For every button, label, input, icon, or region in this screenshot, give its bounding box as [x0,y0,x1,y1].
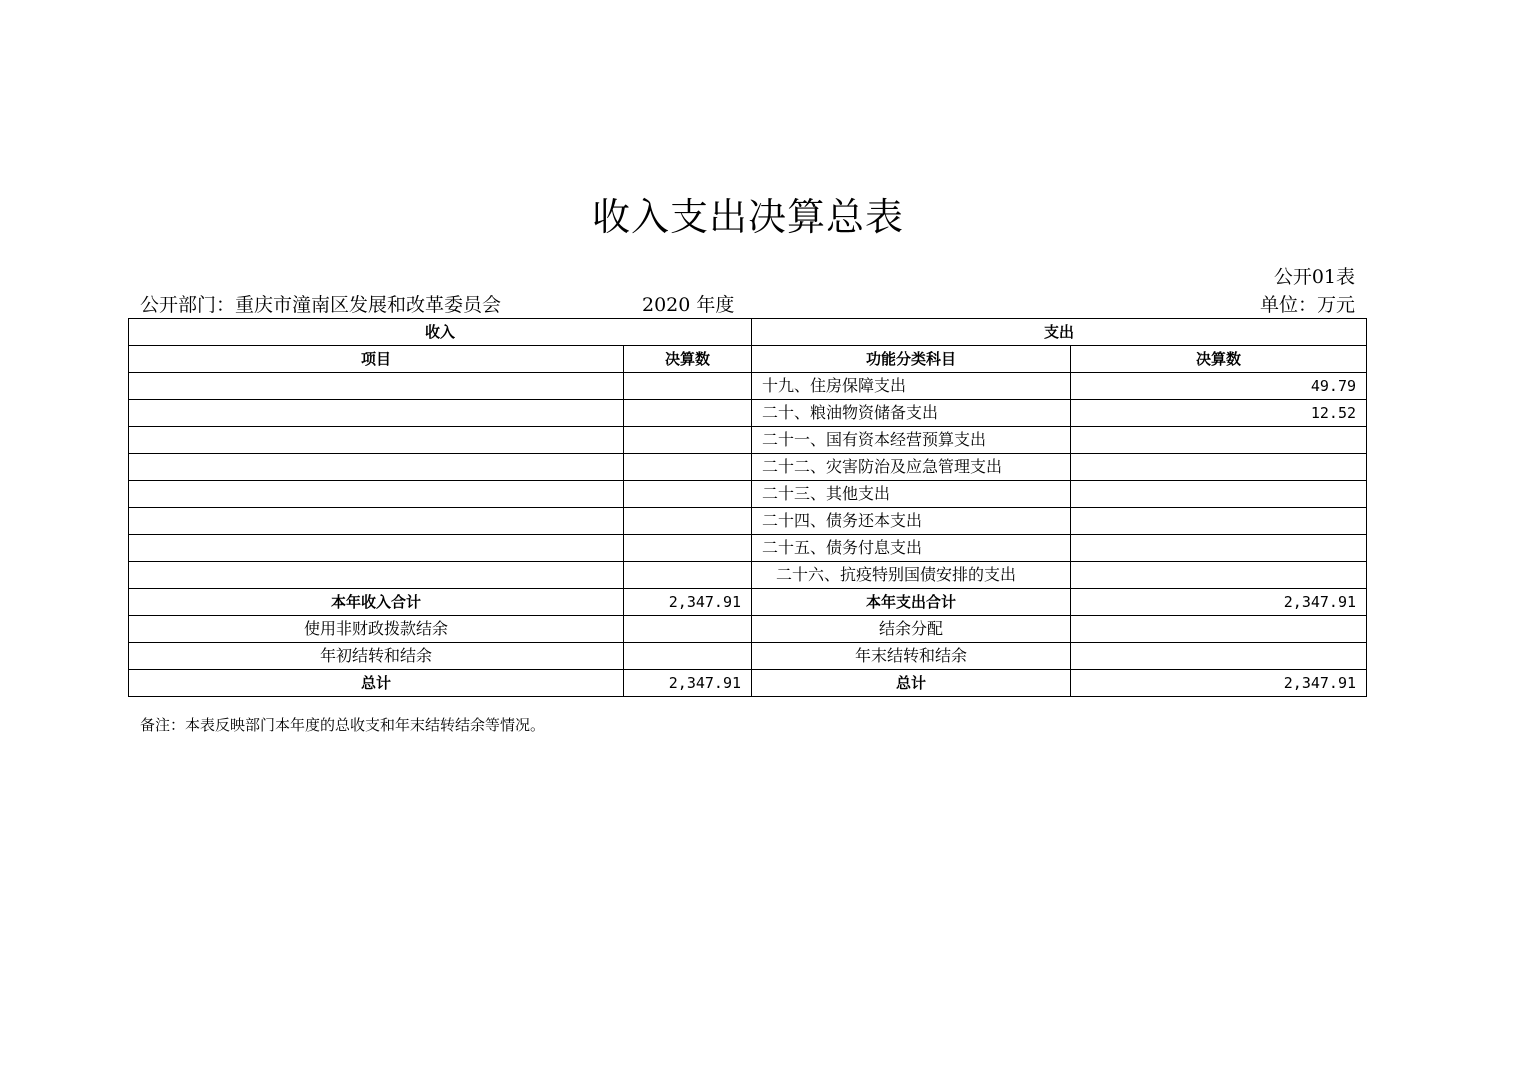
category-cell: 二十五、债务付息支出 [752,535,1071,562]
grand-total-row [129,670,1367,697]
expenditure-header: 支出 [752,319,1367,346]
non-fiscal-label: 使用非财政拨款结余 [129,616,624,643]
expense-cell [1071,508,1367,535]
income-amount-header: 决算数 [624,346,752,373]
expense-total-value: 2,347.91 [1071,589,1367,616]
expense-total-label: 本年支出合计 [752,589,1071,616]
end-balance-value [1071,643,1367,670]
table-row [129,427,1367,454]
non-fiscal-row [129,616,1367,643]
page-title: 收入支出决算总表 [591,195,904,239]
table-row [129,373,1367,400]
expense-cell [1071,427,1367,454]
expense-cell [1071,562,1367,589]
item-cell [129,427,624,454]
category-cell: 二十六、抗疫特别国债安排的支出 [752,562,1071,589]
income-header: 收入 [129,319,752,346]
balance-row [129,643,1367,670]
expense-cell: 49.79 [1071,373,1367,400]
table-row [129,400,1367,427]
income-cell [624,373,752,400]
income-cell [624,454,752,481]
category-cell: 二十二、灾害防治及应急管理支出 [752,454,1071,481]
grand-total-value-left: 2,347.91 [624,670,752,697]
budget-table [128,318,1367,697]
category-cell: 二十、粮油物资储备支出 [752,400,1071,427]
expense-amount-header: 决算数 [1071,346,1367,373]
item-cell [129,535,624,562]
table-row [129,454,1367,481]
item-cell [129,508,624,535]
table-row [129,562,1367,589]
table-column-header [129,346,1367,373]
form-number: 公开01表 [1273,266,1355,288]
expense-cell: 12.52 [1071,400,1367,427]
item-cell [129,481,624,508]
unit-label: 单位：万元 [1259,294,1355,316]
table-row [129,508,1367,535]
category-cell: 十九、住房保障支出 [752,373,1071,400]
item-header: 项目 [129,346,624,373]
income-cell [624,400,752,427]
department-label: 公开部门：重庆市潼南区发展和改革委员会 [140,294,502,316]
begin-balance-label: 年初结转和结余 [129,643,624,670]
income-cell [624,508,752,535]
surplus-distribution-label: 结余分配 [752,616,1071,643]
table-row [129,481,1367,508]
expense-cell [1071,481,1367,508]
grand-total-value-right: 2,347.91 [1071,670,1367,697]
expense-cell [1071,454,1367,481]
grand-total-label-left: 总计 [129,670,624,697]
table-row [129,535,1367,562]
table-group-header [129,319,1367,346]
grand-total-label-right: 总计 [752,670,1071,697]
category-cell: 二十四、债务还本支出 [752,508,1071,535]
income-cell [624,535,752,562]
category-cell: 二十三、其他支出 [752,481,1071,508]
surplus-distribution-value [1071,616,1367,643]
item-cell [129,400,624,427]
begin-balance-value [624,643,752,670]
item-cell [129,454,624,481]
income-cell [624,481,752,508]
category-cell: 二十一、国有资本经营预算支出 [752,427,1071,454]
non-fiscal-value [624,616,752,643]
end-balance-label: 年末结转和结余 [752,643,1071,670]
footnote: 备注：本表反映部门本年度的总收支和年末结转结余等情况。 [140,716,546,734]
income-cell [624,562,752,589]
income-cell [624,427,752,454]
item-cell [129,562,624,589]
income-total-value: 2,347.91 [624,589,752,616]
expense-cell [1071,535,1367,562]
income-total-label: 本年收入合计 [129,589,624,616]
item-cell [129,373,624,400]
annual-total-row [129,589,1367,616]
fiscal-year: 2020 年度 [642,294,735,316]
category-header: 功能分类科目 [752,346,1071,373]
